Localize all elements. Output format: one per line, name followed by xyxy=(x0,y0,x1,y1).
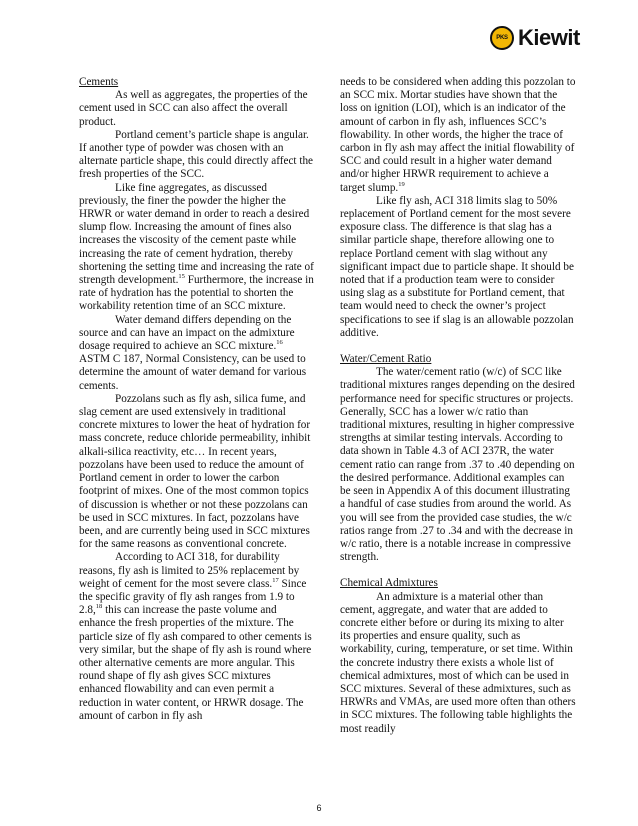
right-column xyxy=(340,76,576,736)
logo-emblem-text: PKS xyxy=(496,35,508,41)
heading-water-cement-ratio: Water/Cement Ratio xyxy=(340,353,432,366)
paragraph: Portland cement’s particle shape is angular. If another type of powder was chosen with an alternate particle shape, this could directly affect the fresh properties of the SCC. xyxy=(79,128,314,181)
paragraph: Like fly ash, ACI 318 limits slag to 50% replacement of Portland cement for the most severe exposure class. The difference is that slag has a similar particle shape, therefore allowing one to replace Portland cement with slag without any significant impact due to particle shape. It should be noted that if a production team were to consider using slag as a substitute for Portland cement, that team would need to check the owner’s project specifications to see if slag is an allowable pozzolan additive. xyxy=(340,194,574,339)
paragraph xyxy=(79,314,315,393)
page-number: 6 xyxy=(316,803,322,813)
spacer xyxy=(340,564,576,577)
logo-wordmark: Kiewit xyxy=(518,25,580,50)
paragraph xyxy=(79,551,315,723)
paragraph: As well as aggregates, the properties of the cement used in SCC can also affect the overall product. xyxy=(79,89,308,128)
spacer xyxy=(340,340,576,353)
footnote-ref: 17 xyxy=(272,576,279,584)
left-column xyxy=(79,76,315,723)
text-run: According to ACI 318, for durability reasons, fly ash is limited to 25% replacement by weight of cement for the most severe class. xyxy=(79,551,300,590)
text-run: Since the specific gravity of fly ash ranges from 1.9 to 2.8, xyxy=(79,577,307,617)
heading-cements: Cements xyxy=(79,76,119,88)
kiewit-emblem-icon xyxy=(490,26,514,50)
text-run: Furthermore, the increase in rate of hydration has the potential to shorten the workability retention time of an SCC mixture. xyxy=(79,274,314,313)
kiewit-logo xyxy=(490,25,580,51)
footnote-ref: 15 xyxy=(178,273,185,281)
paragraph xyxy=(340,76,576,195)
paragraph xyxy=(79,182,315,314)
text-run: this can increase the paste volume and enhance the fresh properties of the mixture. The particle size of fly ash compared to other cements is very similar, but the shape of fly ash is round where other alternative cements are more angular. This round shape of fly ash gives SCC mixtures enhanced flowability and can even permit a reduction in water content, or HRWR dosage. The amount of carbon in fly ash xyxy=(79,604,312,722)
text-run: needs to be considered when adding this pozzolan to an SCC mix. Mortar studies have shown that the loss on ignition (LOI), which is an indicator of the amount of carbon in fly ash, influences SCC’s flowability. In other words, the higher the trace of carbon in fly ash may affect the initial flowability of SCC and could result in a higher water demand and/or higher HRWR requirement to achieve a target slump. xyxy=(340,76,576,194)
text-run: ASTM C 187, Normal Consistency, can be used to determine the amount of water demand for various cements. xyxy=(79,353,307,392)
footnote-ref: 18 xyxy=(95,603,103,611)
footnote-ref: 19 xyxy=(398,180,405,188)
text-run: Water demand differs depending on the source and can have an impact on the admixture dosage required to achieve an SCC mixture. xyxy=(79,313,295,353)
paragraph: An admixture is a material other than cement, aggregate, and water that are added to concrete either before or during its mixing to alter its properties and ensure quality, such as workability, curing, temperature, or set time. Within the concrete industry there exists a whole list of chemical admixtures, most of which can be used in SCC mixtures. Several of these admixtures, such as HRWRs and VMAs, are used more often than others in SCC mixtures. The following table highlights the most readily xyxy=(340,590,576,735)
paragraph: Pozzolans such as fly ash, silica fume, and slag cement are used extensively in traditional concrete mixtures to lower the heat of hydration for mass concrete, reduce chloride permeability, inhibit alkali-silica reactivity, etc… In recent years, pozzolans have been used to reduce the amount of Portland cement in order to lower the carbon footprint of mixes. One of the most common topics of discussion is whether or not these pozzolans can be used in SCC mixtures. In fact, pozzolans have been, and are currently being used in SCC mixtures for the same reasons as conventional concrete. xyxy=(79,392,311,551)
footnote-ref: 16 xyxy=(276,339,283,347)
heading-chemical-admixtures: Chemical Admixtures xyxy=(340,577,438,590)
text-run: Like fine aggregates, as discussed previously, the finer the powder the higher the HRWR or water demand in order to reach a desired slump flow. Increasing the amount of fines also increases the viscosity of the cement paste while increasing the rate of cement hydration, thereby shortening the setting time and increasing the rate of strength development. xyxy=(79,181,314,287)
paragraph: The water/cement ratio (w/c) of SCC like traditional mixtures ranges depending on the desired performance need for specific structures or projects. Generally, SCC has a lower w/c ratio than traditional mixtures, resulting in higher compressive strengths at similar testing intervals. According to data shown in Table 4.3 of ACI 237R, the water cement ratio can range from .37 to .40 depending on the desired performance. Additional examples can be seen in Appendix A of this document illustrating a handful of case studies from around the world. As you will see from the provided case studies, the w/c ratios range from .27 to .34 and with the decrease in w/c ratio, there is a notable increase in compressive strength. xyxy=(340,366,575,564)
